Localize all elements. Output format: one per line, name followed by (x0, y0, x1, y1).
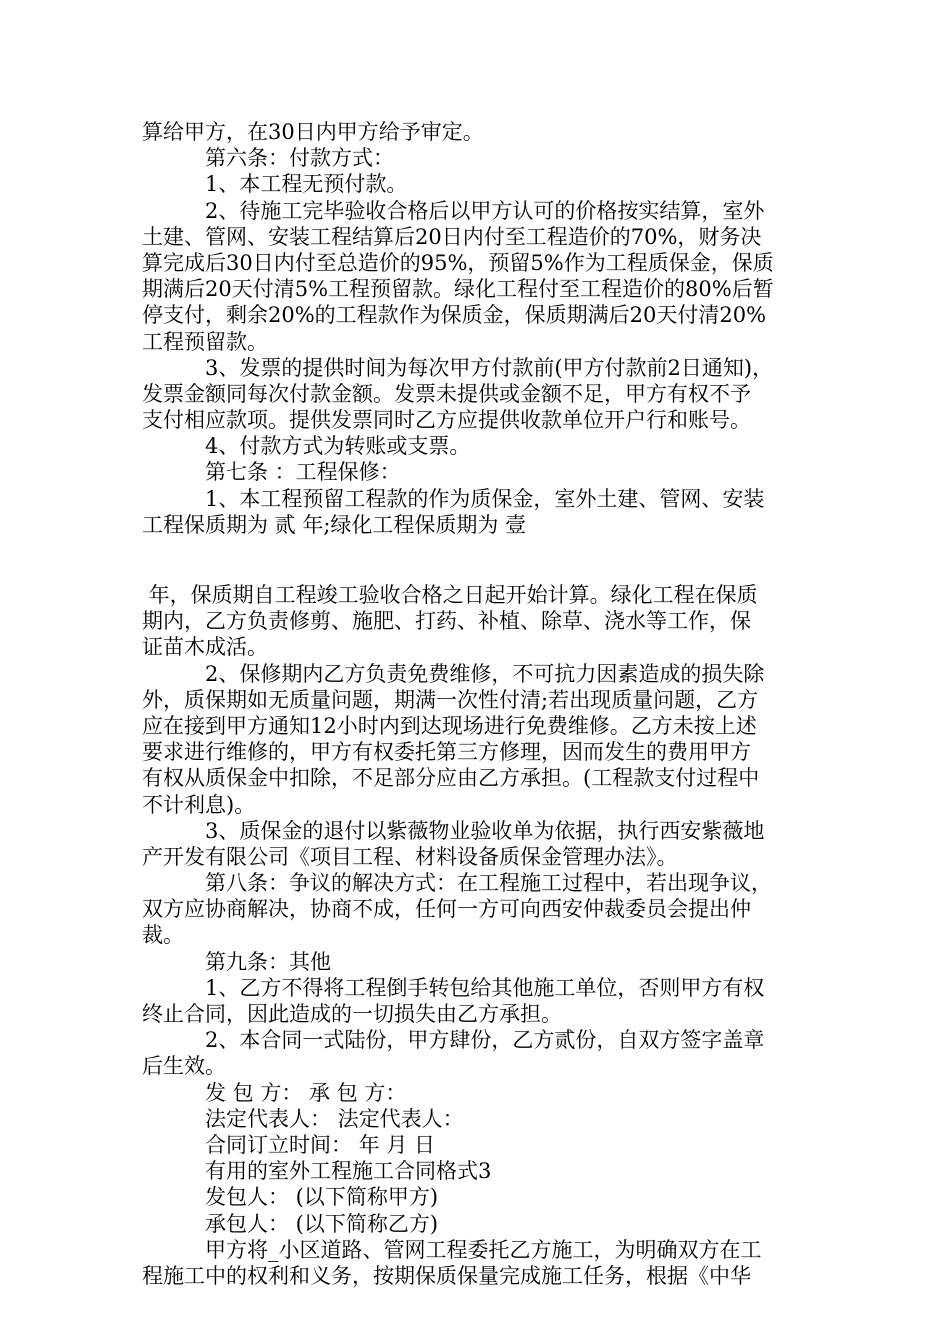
text-line: 证苗木成活。 (142, 635, 268, 660)
text-line: 工程保质期为 贰 年;绿化工程保质期为 壹 (142, 512, 527, 537)
text-line: 1、本工程无预付款。 (142, 172, 408, 197)
section-heading-article-9: 第九条：其他 (142, 949, 331, 974)
text-line: 双方应协商解决，协商不成，任何一方可向西安仲裁委员会提出仲 (142, 897, 751, 922)
text-line: 1、本工程预留工程款的作为质保金，室外土建、管网、安装 (142, 486, 765, 511)
text-line: 算完成后30日内付至总造价的95%，预留5%作为工程质保金，保质 (142, 250, 774, 275)
text-line: 3、质保金的退付以紫薇物业验收单为依据，执行西安紫薇地 (142, 818, 765, 843)
signature-parties: 发 包 方： 承 包 方： (142, 1080, 407, 1105)
text-line: 2、本合同一式陆份，甲方肆份，乙方贰份，自双方签字盖章 (142, 1028, 765, 1053)
text-line: 要求进行维修的，甲方有权委托第三方修理，因而发生的费用甲方 (142, 740, 751, 765)
text-line: 2、保修期内乙方负责免费维修，不可抗力因素造成的损失除 (142, 661, 765, 686)
text-line: 裁。 (142, 923, 184, 948)
party-employer: 发包人： (以下简称甲方) (142, 1185, 439, 1210)
text-line: 程施工中的权利和义务，按期保质保量完成施工任务，根据《中华 (142, 1263, 751, 1288)
text-line: 算给甲方，在30日内甲方给予审定。 (142, 120, 484, 144)
signature-date: 合同订立时间： 年 月 日 (142, 1132, 436, 1157)
text-line: 后生效。 (142, 1054, 226, 1079)
text-line: 停支付，剩余20%的工程款作为保质金，保质期满后20天付清20% (142, 303, 767, 328)
party-contractor: 承包人： (以下简称乙方) (142, 1211, 439, 1236)
section-heading-article-6: 第六条：付款方式： (142, 146, 394, 171)
text-line: 3、发票的提供时间为每次甲方付款前(甲方付款前2日通知)， (142, 355, 774, 380)
text-line: 甲方将_小区道路、管网工程委托乙方施工，为明确双方在工 (142, 1237, 762, 1262)
text-line: 不计利息)。 (142, 792, 256, 817)
text-line: 产开发有限公司《项目工程、材料设备质保金管理办法》。 (142, 844, 678, 869)
text-line: 发票金额同每次付款金额。发票未提供或金额不足，甲方有权不予 (142, 381, 751, 406)
text-line: 工程预留款。 (142, 329, 268, 354)
section-heading-article-8: 第八条：争议的解决方式：在工程施工过程中，若出现争议， (142, 871, 772, 896)
text-line: 4、付款方式为转账或支票。 (142, 434, 471, 459)
text-line: 2、待施工完毕验收合格后以甲方认可的价格按实结算，室外 (142, 198, 765, 223)
text-line: 终止合同，因此造成的一切损失由乙方承担。 (142, 1002, 562, 1026)
contract-title-3: 有用的室外工程施工合同格式3 (142, 1159, 492, 1184)
text-line: 年，保质期自工程竣工验收合格之日起开始计算。绿化工程在保质 (142, 583, 758, 607)
text-line: 期内，乙方负责修剪、施肥、打药、补植、除草、浇水等工作，保 (142, 609, 751, 634)
section-heading-article-7: 第七条 ：工程保修： (142, 460, 401, 485)
text-line: 期满后20天付清5%工程预留款。绿化工程付至工程造价的80%后暂 (142, 277, 774, 302)
signature-representatives: 法定代表人： 法定代表人： (142, 1106, 464, 1131)
contract-text (142, 119, 810, 1289)
text-line: 1、乙方不得将工程倒手转包给其他施工单位，否则甲方有权 (142, 975, 765, 1000)
text-line: 土建、管网、安装工程结算后20日内付至工程造价的70%，财务决 (142, 224, 762, 249)
blank-line (142, 538, 810, 582)
text-line: 有权从质保金中扣除，不足部分应由乙方承担。(工程款支付过程中 (142, 766, 760, 791)
text-line: 支付相应款项。提供发票同时乙方应提供收款单位开户行和账号。 (142, 408, 751, 433)
text-line: 外，质保期如无质量问题，期满一次性付清;若出现质量问题，乙方 (142, 687, 759, 712)
text-line: 应在接到甲方通知12小时内到达现场进行免费维修。乙方未按上述 (142, 713, 757, 738)
